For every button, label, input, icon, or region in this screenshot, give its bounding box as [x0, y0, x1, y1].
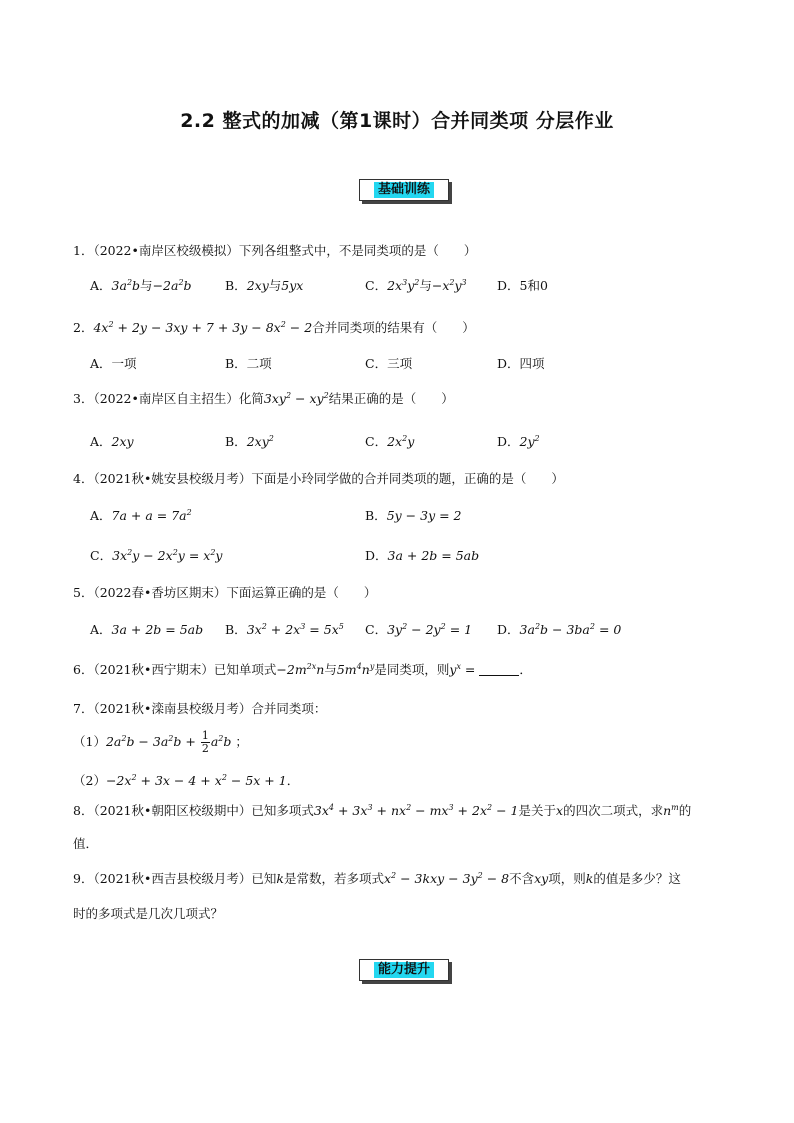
question-9-line2: 时的多项式是几次几项式？: [73, 906, 224, 921]
question-7: 7．（2021秋•滦南县校级月考）合并同类项：: [73, 701, 327, 716]
question-2: 2．$4x^2 + 2y - 3xy + 7 + 3y - 8x^2 - 2$合并同类项的结果有（ ）: [73, 320, 475, 335]
q1-option-b: B．2xy与5yx: [225, 278, 304, 293]
q4-option-c: C．$3x^2y - 2x^2y = x^2y$: [90, 548, 223, 563]
question-8-line2: 值．: [73, 836, 99, 851]
q2-option-c: C．三项: [365, 356, 413, 371]
section-label: 基础训练: [374, 182, 434, 198]
q7-part-1: $(1)2a^2b - 3a^2b$ + $\frac{1}{2}$ $a^2b$ ；: [73, 729, 248, 755]
q3-option-d: D．$2y^2$: [497, 434, 540, 449]
q5-option-b: B．$3x^2 + 2x^3 = 5x^5$: [225, 622, 344, 637]
q1-option-c: C．$2x^3y^2$与$-x^2y^3$: [365, 278, 467, 293]
question-5: 5．（2022春•香坊区期末）下面运算正确的是（ ）: [73, 585, 377, 600]
question-4: 4．（2021秋•姚安县校级月考）下面是小玲同学做的合并同类项的题，正确的是（ ）: [73, 471, 564, 486]
question-3: 3．（2022•南岸区自主招生）化简$3xy^2 - xy^2$结果正确的是（ ）: [73, 391, 454, 406]
q3-option-c: C．$2x^2y$: [365, 434, 415, 449]
section-ability-improvement: [359, 959, 449, 981]
q1-option-d: D．5和0: [497, 278, 548, 293]
q2-option-b: B．二项: [225, 356, 272, 371]
q4-option-d: D．3a + 2b = 5ab: [365, 548, 480, 563]
question-6: 6．（2021秋•西宁期末）已知单项式$-2m^{2x}n$与$5m^4n^y$是同类项，则$y^x$ = ．: [73, 662, 532, 677]
fraction-one-half: $\frac{1}{2}$: [201, 729, 209, 755]
question-1: 1．（2022•南岸区校级模拟）下列各组整式中，不是同类项的是（ ）: [73, 243, 477, 258]
answer-blank[interactable]: [479, 663, 519, 676]
q5-option-a: A．3a + 2b = 5ab: [90, 622, 204, 637]
q3-option-a: A．2xy: [90, 434, 134, 449]
page-title: 2.2 整式的加减（第1课时）合并同类项 分层作业: [180, 110, 614, 132]
q5-option-d: D．$3a^2b - 3ba^2 = 0$: [497, 622, 622, 637]
question-9: 9．（2021秋•西吉县校级月考）已知k是常数，若多项式$x^2 - 3kxy - 3y^2 - 8$不含xy项，则k的值是多少？这: [73, 871, 681, 886]
q7-part-2: $(2)-2x^2 + 3x - 4 + x^2 - 5x + 1$．: [73, 773, 300, 788]
question-8: 8．（2021秋•朝阳区校级期中）已知多项式$3x^4 + 3x^3 + nx^2 - mx^3 + 2x^2 - 1$是关于x的四次二项式，求$n^m$的: [73, 803, 692, 818]
q4-option-a: A．$7a + a = 7a^2$: [90, 508, 192, 523]
q2-option-a: A．一项: [90, 356, 137, 371]
q2-option-d: D．四项: [497, 356, 545, 371]
q1-option-a: A．$3a^2b$与$-2a^2b$: [90, 278, 192, 293]
q3-option-b: B．$2xy^2$: [225, 434, 274, 449]
section-basic-training: [359, 179, 449, 201]
q5-option-c: C．$3y^2 - 2y^2 = 1$: [365, 622, 473, 637]
q4-option-b: B．5y − 3y = 2: [365, 508, 462, 523]
section-label: 能力提升: [374, 962, 434, 978]
